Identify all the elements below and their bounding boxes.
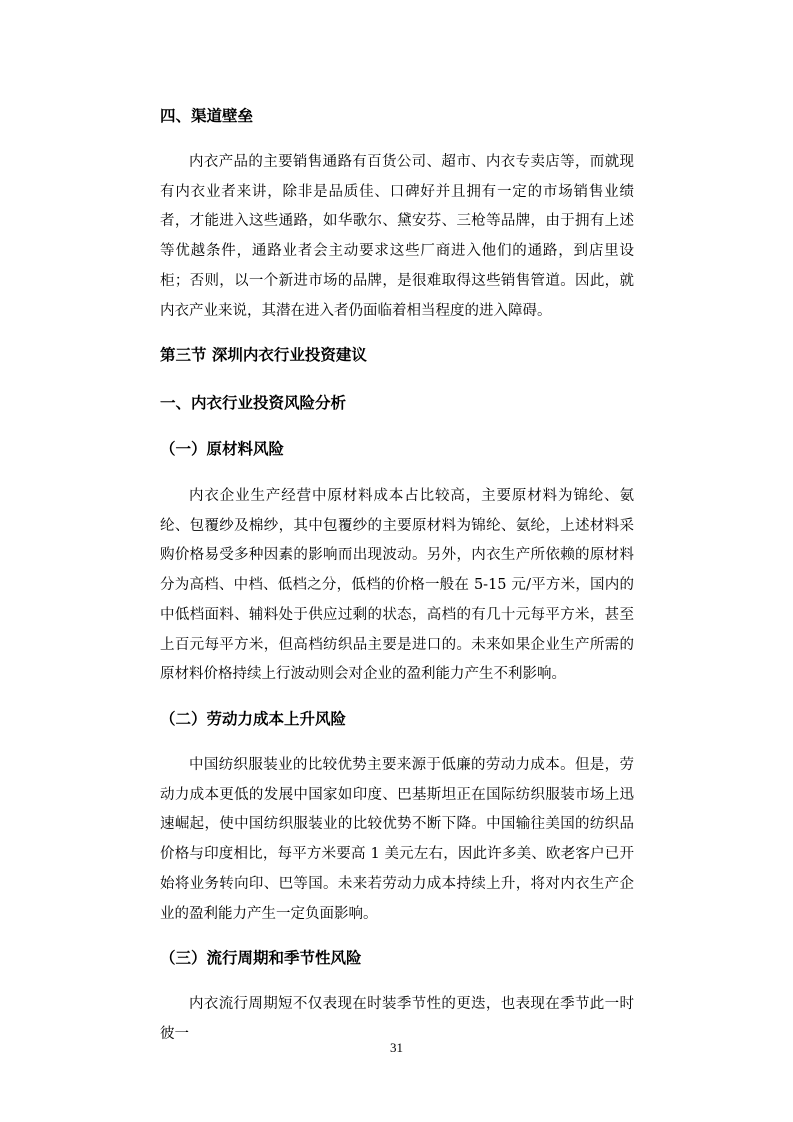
- heading-channel-barrier: 四、渠道壁垒: [160, 107, 254, 125]
- paragraph-fashion-cycle-risk: 内衣流行周期短不仅表现在时装季节性的更迭，也表现在季节此一时彼一: [160, 996, 634, 1042]
- heading-risk-analysis: 一、内衣行业投资风险分析: [160, 394, 347, 412]
- paragraph-raw-material-risk: 内衣企业生产经营中原材料成本占比较高，主要原材料为锦纶、氨纶、包覆纱及棉纱，其中包覆纱的主要原材料为锦纶、氨纶，上述材料采购价格易受多种因素的影响而出现波动。另外，内衣生产所依赖的原材料分为高档、中档、低档之分，低档的价格一般在 5-15 元/平方米，国内的中低档面料、辅料处于供应过剩的状态，高档的有几十元每平方米，甚至上百元每平方米，但高档纺织品主要是进口的。未来如果企业生产所需的原材料价格持续上行波动则会对企业的盈利能力产生不利影响。: [160, 488, 634, 683]
- heading-section-3: 第三节 深圳内衣行业投资建议: [160, 346, 367, 364]
- heading-fashion-cycle-risk: （三）流行周期和季节性风险: [160, 949, 362, 967]
- paragraph-labor-cost-risk: 中国纺织服装业的比较优势主要来源于低廉的劳动力成本。但是，劳动力成本更低的发展中国家如印度、巴基斯坦正在国际纺织服装市场上迅速崛起，使中国纺织服装业的比较优势不断下降。中国输往美国的纺织品价格与印度相比，每平方米要高 1 美元左右，因此许多美、欧老客户已开始将业务转向印、巴等国。未来若劳动力成本持续上升，将对内衣生产企业的盈利能力产生一定负面影响。: [160, 757, 634, 922]
- paragraph-channel-barrier: 内衣产品的主要销售通路有百货公司、超市、内衣专卖店等，而就现有内衣业者来讲，除非是品质佳、口碑好并且拥有一定的市场销售业绩者，才能进入这些通路，如华歌尔、黛安芬、三枪等品牌，由于拥有上述等优越条件，通路业者会主动要求这些厂商进入他们的通路，到店里设柜；否则，以一个新进市场的品牌，是很难取得这些销售管道。因此，就内衣产业来说，其潜在进入者仍面临着相当程度的进入障碍。: [160, 154, 634, 319]
- heading-raw-material-risk: （一）原材料风险: [160, 440, 285, 458]
- heading-labor-cost-risk: （二）劳动力成本上升风险: [160, 710, 347, 728]
- page-number: 31: [390, 1040, 403, 1055]
